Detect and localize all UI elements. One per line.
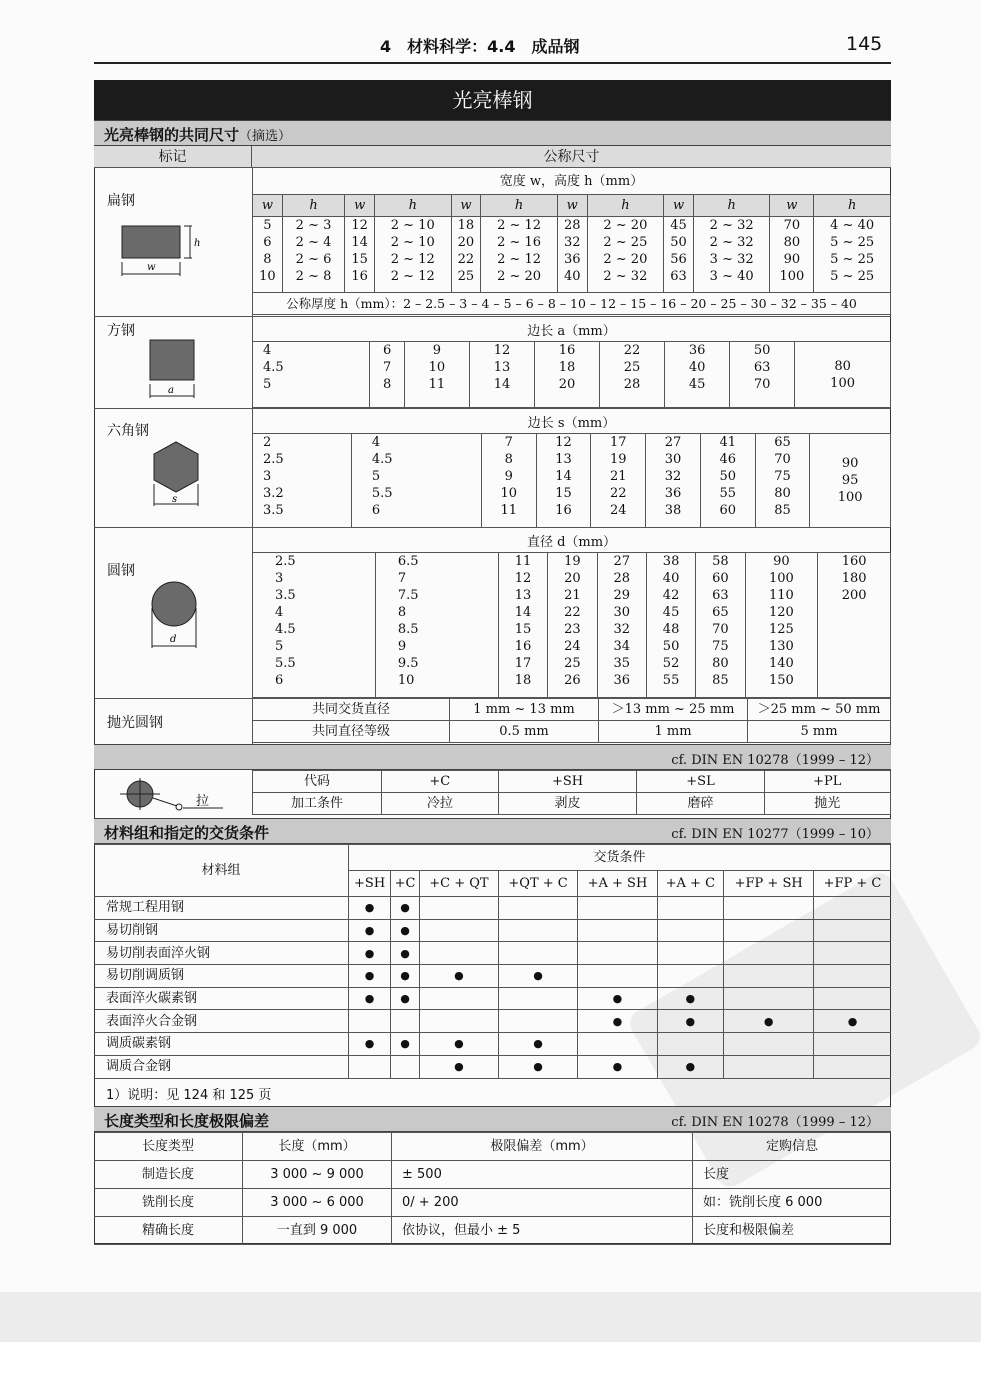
cond-cell	[419, 1033, 498, 1056]
polished-cell: 共同交货直径	[253, 699, 450, 721]
cond-head: +C + QT	[419, 871, 498, 897]
cond-cell	[349, 919, 391, 942]
bullet-mark: ●	[612, 992, 623, 1006]
cond-cell	[723, 965, 814, 988]
cond-cell	[723, 1010, 814, 1033]
bullet-mark: ●	[454, 1060, 464, 1074]
cond-cell	[498, 897, 577, 920]
cond-head: +A + SH	[578, 871, 658, 897]
hex-col: 17 19 21 22 24	[591, 434, 646, 528]
flat-subhead: 宽度 w，高度 h（mm）	[499, 174, 644, 189]
cond-cell	[498, 942, 577, 965]
cond-cell	[391, 897, 420, 920]
flat-h: 2 ~ 10 2 ~ 10 2 ~ 12 2 ~ 12	[375, 217, 451, 293]
square-col: 16 18 20	[534, 342, 599, 408]
bullet-mark: ●	[400, 992, 410, 1006]
cond-cell	[349, 1055, 391, 1078]
cond-cell	[814, 942, 891, 965]
codes-cell: +SH	[498, 771, 637, 793]
col-w: w	[253, 195, 283, 217]
cond-cell	[723, 1055, 814, 1078]
materials-table	[94, 844, 891, 1079]
hex-col: 90 95 100	[810, 434, 891, 528]
codes-cell: +PL	[764, 771, 890, 793]
bullet-mark: ●	[454, 1037, 464, 1051]
lengths-cell: 如：铣削长度 6 000	[693, 1189, 892, 1217]
polished-ref-bar	[94, 744, 891, 770]
codes-cell: 抛光	[764, 793, 890, 815]
cond-cell	[723, 897, 814, 920]
cond-cell	[391, 987, 420, 1010]
cond-cell	[419, 1010, 498, 1033]
bullet-mark: ●	[364, 992, 375, 1006]
materials-col-cond: 交货条件	[349, 845, 891, 871]
cond-cell	[419, 1055, 498, 1078]
lengths-cell: 一直到 9 000	[243, 1217, 392, 1245]
lengths-ref: cf. DIN EN 10278（1999 – 12）	[671, 1115, 879, 1130]
material-name: 易切削调质钢	[94, 965, 349, 988]
col-nominal: 公称尺寸	[252, 146, 891, 168]
cond-cell	[814, 1010, 891, 1033]
col-mark: 标记	[94, 146, 252, 168]
cond-cell	[419, 965, 498, 988]
bullet-mark: ●	[364, 946, 375, 960]
codes-cell: 冷拉	[382, 793, 499, 815]
cond-cell	[578, 942, 658, 965]
cond-cell	[814, 919, 891, 942]
polished-cell: ＞13 mm ~ 25 mm	[599, 699, 748, 721]
material-name: 易切削钢	[94, 919, 349, 942]
lengths-table	[94, 1132, 891, 1245]
hex-col: 12 13 14 15 16	[536, 434, 591, 528]
bullet-mark: ●	[685, 1014, 696, 1028]
col-h: h	[282, 195, 344, 217]
round-col: 11 12 13 14 15 16 17 18	[498, 553, 547, 698]
bullet-mark: ●	[612, 1060, 623, 1074]
bullet-mark: ●	[364, 969, 375, 983]
col-w: w	[451, 195, 481, 217]
col-h: h	[693, 195, 769, 217]
round-label: 圆钢	[107, 563, 135, 579]
cond-head: +FP + SH	[723, 871, 814, 897]
bullet-mark: ●	[364, 901, 375, 915]
bullet-mark: ●	[612, 1014, 623, 1028]
cond-cell	[349, 942, 391, 965]
square-col: 4 4.5 5	[253, 342, 370, 408]
square-col: 9 10 11	[404, 342, 469, 408]
lengths-head: 极限偏差（mm）	[392, 1133, 693, 1161]
col-w: w	[345, 195, 375, 217]
col-w: w	[557, 195, 587, 217]
material-name: 常规工程用钢	[94, 897, 349, 920]
cond-head: +A + C	[657, 871, 723, 897]
cond-cell	[723, 919, 814, 942]
lengths-head: 长度类型	[94, 1133, 243, 1161]
material-row	[94, 1010, 891, 1033]
round-sym: d	[170, 634, 177, 645]
bullet-mark: ●	[533, 969, 543, 983]
square-subhead: 边长 a（mm）	[527, 324, 616, 339]
drawn-bar-icon	[115, 776, 235, 816]
cond-cell	[498, 1010, 577, 1033]
lengths-head: 长度（mm）	[243, 1133, 392, 1161]
bullet-mark: ●	[400, 901, 410, 915]
bullet-mark: ●	[763, 1014, 774, 1028]
col-w: w	[770, 195, 814, 217]
lengths-cell: ± 500	[392, 1161, 693, 1189]
material-row	[94, 987, 891, 1010]
round-col: 58 60 63 65 70 75 80 85	[696, 553, 745, 698]
cond-cell	[498, 987, 577, 1010]
material-name: 表面淬火合金钢	[94, 1010, 349, 1033]
square-bar-icon	[140, 336, 210, 402]
cond-cell	[391, 942, 420, 965]
cond-head: +SH	[349, 871, 391, 897]
lengths-cell: 铣削长度	[94, 1189, 243, 1217]
flat-w: 18 20 22 25	[451, 217, 481, 293]
lengths-cell: 3 000 ~ 9 000	[243, 1161, 392, 1189]
cond-cell	[657, 919, 723, 942]
materials-caption: 材料组和指定的交货条件	[104, 824, 270, 842]
material-row	[94, 1033, 891, 1056]
flat-h: 2 ~ 3 2 ~ 4 2 ~ 6 2 ~ 8	[282, 217, 344, 293]
section-divider	[94, 316, 891, 317]
scan-margin	[0, 1292, 981, 1342]
hex-bar-icon	[140, 440, 216, 514]
caption-text: 光亮棒钢的共同尺寸	[104, 126, 240, 144]
hex-table	[252, 433, 891, 528]
cond-cell	[723, 987, 814, 1010]
cond-cell	[578, 919, 658, 942]
header-rule	[94, 62, 891, 64]
lengths-caption: 长度类型和长度极限偏差	[104, 1112, 270, 1130]
round-col: 160 180 200	[818, 553, 891, 698]
square-col: 36 40 45	[665, 342, 730, 408]
lengths-cell: 长度	[693, 1161, 892, 1189]
materials-col-group: 材料组	[94, 845, 349, 897]
cond-cell	[498, 1055, 577, 1078]
material-row	[94, 897, 891, 920]
cond-cell	[723, 942, 814, 965]
common-dims-caption	[94, 120, 891, 146]
polished-cell: 0.5 mm	[450, 721, 599, 743]
flat-h: 2 ~ 20 2 ~ 25 2 ~ 20 2 ~ 32	[587, 217, 663, 293]
lengths-cell: 0/ + 200	[392, 1189, 693, 1217]
round-bar-icon	[146, 578, 206, 656]
square-table	[252, 341, 891, 408]
flat-h: 2 ~ 12 2 ~ 16 2 ~ 12 2 ~ 20	[481, 217, 557, 293]
cond-cell	[391, 965, 420, 988]
cond-head: +QT + C	[498, 871, 577, 897]
round-subhead: 直径 d（mm）	[526, 535, 617, 550]
codes-cell: 代码	[253, 771, 382, 793]
material-row	[94, 965, 891, 988]
cond-cell	[657, 965, 723, 988]
cond-head: +FP + C	[814, 871, 891, 897]
svg-text:w: w	[147, 262, 156, 273]
lengths-cell: 长度和极限偏差	[693, 1217, 892, 1245]
square-col: 22 25 28	[600, 342, 665, 408]
cond-cell	[578, 1010, 658, 1033]
running-header: 4 材料科学：4.4 成品钢	[380, 37, 580, 56]
cond-cell	[657, 897, 723, 920]
lengths-head: 定购信息	[693, 1133, 892, 1161]
flat-table	[252, 194, 891, 315]
polished-cell: 1 mm ~ 13 mm	[450, 699, 599, 721]
polished-cell: 5 mm	[748, 721, 891, 743]
cond-cell	[419, 942, 498, 965]
material-row	[94, 1055, 891, 1078]
cond-cell	[498, 965, 577, 988]
cond-cell	[498, 919, 577, 942]
col-h: h	[481, 195, 557, 217]
materials-ref: cf. DIN EN 10277（1999 – 10）	[671, 827, 879, 842]
material-row	[94, 942, 891, 965]
codes-cell: 加工条件	[253, 793, 382, 815]
material-name: 调质合金钢	[94, 1055, 349, 1078]
cond-cell	[657, 987, 723, 1010]
polished-cell: 共同直径等级	[253, 721, 450, 743]
hex-label: 六角钢	[107, 423, 149, 439]
col-h: h	[814, 195, 891, 217]
bullet-mark: ●	[454, 969, 464, 983]
material-name: 表面淬火碳素钢	[94, 987, 349, 1010]
bullet-mark: ●	[847, 1014, 858, 1028]
bullet-mark: ●	[533, 1037, 543, 1051]
lengths-cell: 3 000 ~ 6 000	[243, 1189, 392, 1217]
cond-cell	[814, 965, 891, 988]
hex-col: 41 46 50 55 60	[700, 434, 755, 528]
lengths-cell: 制造长度	[94, 1161, 243, 1189]
hex-col: 65 70 75 80 85	[755, 434, 810, 528]
cond-cell	[657, 1055, 723, 1078]
cond-cell	[391, 919, 420, 942]
page-title: 光亮棒钢	[94, 80, 891, 120]
bullet-mark: ●	[685, 1060, 696, 1074]
cond-cell	[578, 1055, 658, 1078]
cond-cell	[814, 897, 891, 920]
bullet-mark: ●	[400, 1037, 410, 1051]
bullet-mark: ●	[685, 992, 696, 1006]
cond-cell	[578, 1033, 658, 1056]
round-col: 2.5 3 3.5 4 4.5 5 5.5 6	[253, 553, 376, 698]
square-col: 80 100	[795, 342, 891, 408]
square-label: 方钢	[107, 323, 135, 339]
bullet-mark: ●	[400, 946, 410, 960]
round-col: 27 28 29 30 32 34 35 36	[597, 553, 646, 698]
page-number: 145	[846, 33, 883, 55]
section-divider	[94, 408, 891, 409]
cond-cell	[657, 942, 723, 965]
material-name: 调质碳素钢	[94, 1033, 349, 1056]
flat-h: 4 ~ 40 5 ~ 25 5 ~ 25 5 ~ 25	[814, 217, 891, 293]
lengths-cell: 精确长度	[94, 1217, 243, 1245]
material-name: 易切削表面淬火钢	[94, 942, 349, 965]
flat-label: 扁钢	[107, 193, 135, 209]
cond-cell	[419, 897, 498, 920]
flat-thickness: 公称厚度 h（mm）：2 – 2.5 – 3 – 4 – 5 – 6 – 8 – 10 – 12 – 15 – 16 – 20 – 25 – 30 – 32 – 35 – 40	[253, 293, 891, 315]
cond-cell	[419, 987, 498, 1010]
cond-cell	[723, 1033, 814, 1056]
codes-cell: 剥皮	[498, 793, 637, 815]
materials-caption-bar	[94, 818, 891, 844]
lengths-caption-bar	[94, 1106, 891, 1132]
flat-w: 5 6 8 10	[253, 217, 283, 293]
square-sym: a	[168, 385, 174, 396]
flat-h: 2 ~ 32 2 ~ 32 3 ~ 32 3 ~ 40	[693, 217, 769, 293]
svg-text:h: h	[194, 238, 201, 249]
lengths-cell: 依协议，但最小 ± 5	[392, 1217, 693, 1245]
bullet-mark: ●	[400, 969, 410, 983]
caption-note: （摘选）	[239, 129, 292, 144]
cond-cell	[578, 965, 658, 988]
polished-cell: 1 mm	[599, 721, 748, 743]
flat-w: 70 80 90 100	[770, 217, 814, 293]
codes-cell: +SL	[637, 771, 764, 793]
col-h: h	[375, 195, 451, 217]
cond-cell	[349, 897, 391, 920]
square-col: 6 7 8	[370, 342, 404, 408]
hex-col: 7 8 9 10 11	[481, 434, 536, 528]
flat-w: 12 14 15 16	[345, 217, 375, 293]
material-row	[94, 919, 891, 942]
flat-w: 28 32 36 40	[557, 217, 587, 293]
polished-table	[252, 698, 891, 743]
hex-col: 4 4.5 5 5.5 6	[351, 434, 481, 528]
codes-cell: 磨碎	[637, 793, 764, 815]
round-table	[252, 552, 891, 698]
polished-cell: ＞25 mm ~ 50 mm	[748, 699, 891, 721]
square-col: 12 13 14	[469, 342, 534, 408]
flat-bar-icon	[112, 218, 212, 280]
hex-subhead: 边长 s（mm）	[527, 416, 616, 431]
cond-cell	[349, 965, 391, 988]
bullet-mark: ●	[400, 924, 410, 938]
polished-label: 抛光圆钢	[107, 715, 163, 731]
cond-cell	[391, 1055, 420, 1078]
cond-cell	[578, 987, 658, 1010]
materials-note: 1）说明：见 124 和 125 页	[106, 1088, 272, 1103]
col-h: h	[587, 195, 663, 217]
hex-col: 27 30 32 36 38	[646, 434, 701, 528]
cond-cell	[349, 1010, 391, 1033]
polished-ref: cf. DIN EN 10278（1999 – 12）	[671, 753, 879, 768]
round-col: 90 100 110 120 125 130 140 150	[745, 553, 818, 698]
cond-cell	[349, 1033, 391, 1056]
round-col: 19 20 21 22 23 24 25 26	[548, 553, 597, 698]
cond-cell	[814, 1055, 891, 1078]
cond-cell	[814, 1033, 891, 1056]
cond-cell	[391, 1010, 420, 1033]
col-w: w	[664, 195, 694, 217]
cond-cell	[578, 897, 658, 920]
hex-col: 2 2.5 3 3.2 3.5	[253, 434, 352, 528]
bullet-mark: ●	[533, 1060, 543, 1074]
codes-table	[252, 770, 891, 815]
round-col: 6.5 7 7.5 8 8.5 9 9.5 10	[375, 553, 498, 698]
section-divider	[94, 527, 891, 528]
cond-cell	[391, 1033, 420, 1056]
cond-cell	[657, 1033, 723, 1056]
bullet-mark: ●	[364, 1037, 375, 1051]
hex-sym: s	[172, 494, 178, 505]
codes-cell: +C	[382, 771, 499, 793]
cond-cell	[349, 987, 391, 1010]
bullet-mark: ●	[364, 924, 375, 938]
flat-w: 45 50 56 63	[664, 217, 694, 293]
cond-cell	[814, 987, 891, 1010]
cond-cell	[419, 919, 498, 942]
cond-cell	[657, 1010, 723, 1033]
cond-cell	[498, 1033, 577, 1056]
square-col: 50 63 70	[730, 342, 795, 408]
drawn-label: 拉	[196, 794, 210, 809]
cond-head: +C	[391, 871, 420, 897]
round-col: 38 40 42 45 48 50 52 55	[646, 553, 695, 698]
